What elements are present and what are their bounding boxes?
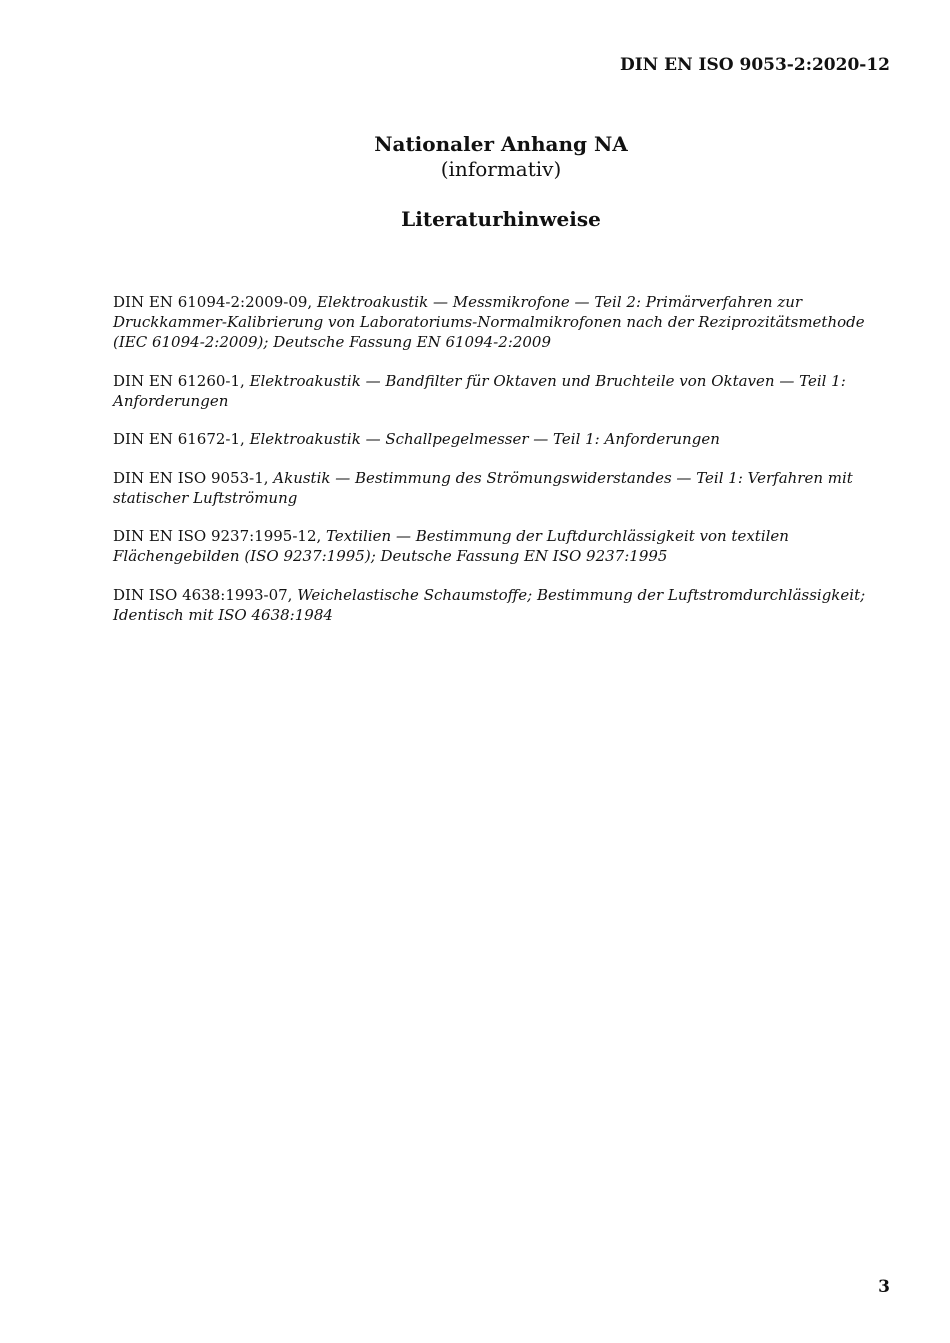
annex-subtitle: (informativ) [440,157,562,181]
reference-title: Weichelastische Schaumstoffe; Bestimmung der Luftstromdurchlässigkeit; Identisch mit ISO 4638:1984 [113,585,866,624]
reference-item [113,526,873,566]
reference-title: Elektroakustik — Schallpegelmesser — Teil 1: Anforderungen [249,430,720,448]
document-id: DIN EN ISO 9053-2:2020-12 [619,55,890,75]
reference-title: Textilien — Bestimmung der Luftdurchlässigkeit von textilen Flächengebilden (ISO 9237:1995); Deutsche Fassung EN ISO 9237:1995 [113,527,789,565]
annex-title: Nationaler Anhang NA [374,132,628,156]
reference-item [113,371,873,411]
reference-item [113,429,873,449]
reference-item [113,292,873,352]
reference-item [113,468,873,508]
reference-code: DIN EN ISO 9237:1995-12, [113,527,327,545]
reference-item [113,585,873,625]
annex-heading [0,132,950,182]
reference-code: DIN ISO 4638:1993-07, [113,585,298,604]
reference-title: Elektroakustik — Bandfilter für Oktaven und Bruchteile von Oktaven — Teil 1: Anforderungen [113,371,846,410]
reference-code: DIN EN 61260-1, [113,371,250,390]
reference-code: DIN EN ISO 9053-1, [113,468,274,487]
reference-code: DIN EN 61672-1, [113,430,250,448]
page-number: 3 [878,1277,890,1297]
reference-title: Elektroakustik — Messmikrofone — Teil 2: Primärverfahren zur Druckkammer-Kalibrierung von Laboratoriums-Normalmikrofonen nach der Reziprozitätsmethode (IEC 61094-2:2009); Deutsche Fassung EN 61094-2:2009 [113,293,865,351]
reference-list [113,292,873,643]
bibliography-title: Literaturhinweise [401,207,601,231]
reference-code: DIN EN 61094-2:2009-09, [113,293,317,311]
reference-title: Akustik — Bestimmung des Strömungswiderstandes — Teil 1: Verfahren mit statischer Luftströmung [113,468,853,507]
